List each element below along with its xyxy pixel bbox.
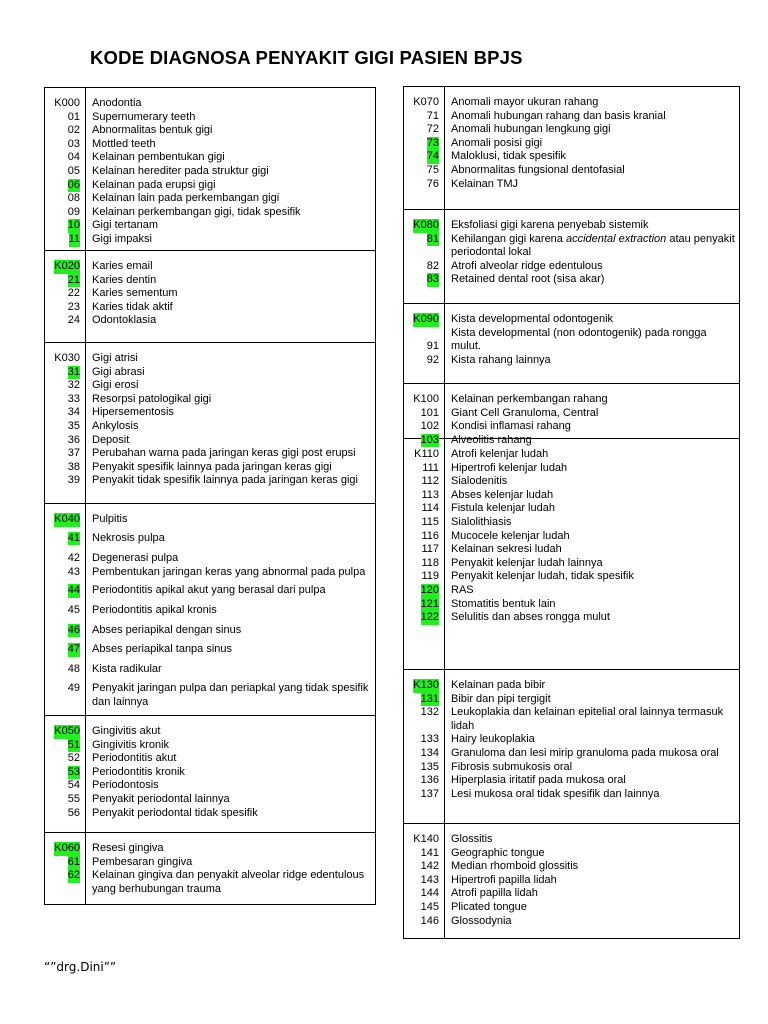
diagnosis-code: 02 xyxy=(67,124,80,137)
diagnosis-description: Odontoklasia xyxy=(92,314,157,327)
page-title: KODE DIAGNOSA PENYAKIT GIGI PASIEN BPJS xyxy=(90,47,523,68)
diagnosis-description: Pembesaran gingiva xyxy=(92,855,193,868)
diagnosis-description: Karies tidak aktif xyxy=(92,300,173,313)
diagnosis-code: 42 xyxy=(67,552,80,565)
diagnosis-code: 119 xyxy=(421,570,439,583)
diagnosis-description: Anodontia xyxy=(92,97,142,109)
author-footer: “”drg.Dini”” xyxy=(44,960,117,974)
diagnosis-description: Retained dental root (sisa akar) xyxy=(451,273,605,286)
diagnosis-description: Atrofi kelenjar ludah xyxy=(451,448,549,460)
diagnosis-description: Pembentukan jaringan keras yang abnormal pada pulpa xyxy=(92,565,366,578)
diagnosis-description: Gigi atrisi xyxy=(92,352,138,364)
diagnosis-code: 35 xyxy=(67,419,80,432)
diagnosis-code: 32 xyxy=(67,379,80,392)
diagnosis-code: 53 xyxy=(67,765,80,778)
diagnosis-row xyxy=(404,584,739,598)
diagnosis-code: 134 xyxy=(420,746,439,759)
diagnosis-description: Atrofi alveolar ridge edentulous xyxy=(451,259,603,272)
diagnosis-description: Degenerasi pulpa xyxy=(92,552,179,565)
diagnosis-code: 34 xyxy=(67,406,80,419)
diagnosis-row xyxy=(404,313,739,327)
diagnosis-row xyxy=(45,393,375,407)
diagnosis-code: 21 xyxy=(67,273,80,286)
diagnosis-row xyxy=(45,219,375,233)
diagnosis-row xyxy=(404,874,739,888)
diagnosis-code: 49 xyxy=(67,682,80,695)
diagnosis-group xyxy=(45,251,375,343)
diagnosis-row xyxy=(404,150,739,164)
diagnosis-code: 103 xyxy=(420,433,439,446)
diagnosis-description: Kelainan perkembangan rahang xyxy=(451,393,608,405)
diagnosis-row xyxy=(404,747,739,761)
diagnosis-row xyxy=(404,570,739,584)
diagnosis-row xyxy=(45,624,375,638)
diagnosis-row xyxy=(404,774,739,788)
diagnosis-description: Median rhomboid glossitis xyxy=(451,860,579,873)
diagnosis-code: 136 xyxy=(420,774,439,787)
diagnosis-description: Eksfoliasi gigi karena penyebab sistemik xyxy=(451,219,649,231)
diagnosis-row xyxy=(45,379,375,393)
diagnosis-description: Kondisi inflamasi rahang xyxy=(451,420,571,433)
diagnosis-row xyxy=(45,584,375,598)
diagnosis-description: Gigi tertanam xyxy=(92,219,159,232)
diagnosis-description: RAS xyxy=(451,583,474,596)
diagnosis-description: Kelainan TMJ xyxy=(451,177,519,190)
diagnosis-row xyxy=(45,366,375,380)
diagnosis-row xyxy=(404,516,739,530)
diagnosis-description: Karies email xyxy=(92,260,153,272)
diagnosis-description: Fistula kelenjar ludah xyxy=(451,502,555,515)
diagnosis-code: 112 xyxy=(421,475,439,488)
diagnosis-group xyxy=(45,88,375,251)
diagnosis-row xyxy=(45,766,375,780)
diagnosis-row xyxy=(45,97,375,111)
diagnosis-row xyxy=(404,887,739,901)
diagnosis-row xyxy=(45,604,375,618)
diagnosis-code: 114 xyxy=(421,502,439,515)
diagnosis-row xyxy=(404,110,739,124)
diagnosis-code: 48 xyxy=(67,662,80,675)
diagnosis-code: 43 xyxy=(67,565,80,578)
diagnosis-row xyxy=(404,489,739,503)
diagnosis-row xyxy=(45,287,375,301)
diagnosis-row xyxy=(45,752,375,766)
diagnosis-description: Penyakit tidak spesifik lainnya pada jaringan keras gigi xyxy=(92,474,358,487)
diagnosis-description: Geographic tongue xyxy=(451,846,545,859)
diagnosis-code: 36 xyxy=(67,433,80,446)
diagnosis-code: 62 xyxy=(67,869,80,882)
diagnosis-group xyxy=(45,504,375,716)
diagnosis-code: 113 xyxy=(421,488,439,501)
diagnosis-row xyxy=(404,178,739,192)
diagnosis-code: 52 xyxy=(67,752,80,765)
diagnosis-code: 135 xyxy=(420,760,439,773)
diagnosis-row xyxy=(404,327,739,354)
diagnosis-code: 11 xyxy=(68,232,80,245)
diagnosis-code: 133 xyxy=(420,733,439,746)
diagnosis-group xyxy=(404,439,739,670)
diagnosis-code: K030 xyxy=(54,352,80,364)
diagnosis-row xyxy=(404,847,739,861)
diagnosis-row xyxy=(404,164,739,178)
diagnosis-description: Gingivitis kronik xyxy=(92,738,170,751)
diagnosis-description: Lesi mukosa oral tidak spesifik dan lainnya xyxy=(451,787,660,800)
diagnosis-description: Kelainan herediter pada struktur gigi xyxy=(92,164,269,177)
diagnosis-row xyxy=(45,532,375,546)
diagnosis-row xyxy=(404,475,739,489)
diagnosis-code: K040 xyxy=(54,513,80,525)
diagnosis-description: Hairy leukoplakia xyxy=(451,733,535,746)
diagnosis-code: 102 xyxy=(420,420,439,433)
diagnosis-row xyxy=(45,842,375,856)
diagnosis-description: Abnormalitas bentuk gigi xyxy=(92,124,213,137)
diagnosis-row xyxy=(45,682,375,709)
diagnosis-row xyxy=(404,543,739,557)
diagnosis-code: 115 xyxy=(421,515,439,528)
diagnosis-code: 116 xyxy=(421,529,439,542)
diagnosis-row xyxy=(45,461,375,475)
diagnosis-description: Kista developmental odontogenik xyxy=(451,313,614,325)
diagnosis-code: 91 xyxy=(426,340,439,353)
diagnosis-row xyxy=(45,643,375,657)
diagnosis-code: 72 xyxy=(426,123,439,136)
diagnosis-code: 41 xyxy=(67,531,80,544)
diagnosis-row xyxy=(404,611,739,625)
diagnosis-description: Periodontitis akut xyxy=(92,752,177,765)
diagnosis-row xyxy=(45,206,375,220)
diagnosis-code: 10 xyxy=(67,219,80,232)
diagnosis-code: 76 xyxy=(426,177,439,190)
diagnosis-row xyxy=(45,233,375,247)
diagnosis-row xyxy=(45,447,375,461)
diagnosis-code: 47 xyxy=(67,643,80,656)
diagnosis-code: 55 xyxy=(67,792,80,805)
diagnosis-row xyxy=(404,901,739,915)
diagnosis-description: Giant Cell Granuloma, Central xyxy=(451,406,599,419)
diagnosis-code: 132 xyxy=(420,706,439,719)
diagnosis-row xyxy=(45,301,375,315)
diagnosis-description: Sialolithiasis xyxy=(451,515,512,528)
diagnosis-description: Kelainan lain pada perkembangan gigi xyxy=(92,192,280,205)
diagnosis-code: 144 xyxy=(420,887,439,900)
diagnosis-code: 06 xyxy=(67,178,80,191)
diagnosis-description: Abses periapikal tanpa sinus xyxy=(92,643,233,656)
diagnosis-code: 83 xyxy=(426,273,439,286)
diagnosis-code: 146 xyxy=(420,914,439,927)
diagnosis-description: Penyakit spesifik lainnya pada jaringan keras gigi xyxy=(92,460,332,473)
diagnosis-row xyxy=(45,807,375,821)
diagnosis-code: 75 xyxy=(426,163,439,176)
diagnosis-description: Gigi erosi xyxy=(92,379,139,392)
diagnosis-description: Penyakit jaringan pulpa dan periapkal yang tidak spesifik dan lainnya xyxy=(92,682,369,708)
diagnosis-row xyxy=(45,314,375,328)
diagnosis-code: 22 xyxy=(67,287,80,300)
diagnosis-code: 09 xyxy=(67,205,80,218)
diagnosis-row xyxy=(404,273,739,287)
diagnosis-description: Anomali posisi gigi xyxy=(451,136,543,149)
diagnosis-row xyxy=(404,233,739,260)
diagnosis-description: Kelainan gingiva dan penyakit alveolar ridge edentulous yang berhubungan trauma xyxy=(92,869,365,895)
diagnosis-row xyxy=(404,219,739,233)
diagnosis-row xyxy=(45,406,375,420)
diagnosis-code: 08 xyxy=(67,192,80,205)
diagnosis-row xyxy=(45,111,375,125)
diagnosis-row xyxy=(45,138,375,152)
diagnosis-description: Kelainan pada erupsi gigi xyxy=(92,178,216,191)
diagnosis-code: K130 xyxy=(413,679,439,691)
diagnosis-description: Perubahan warna pada jaringan keras gigi post erupsi xyxy=(92,447,356,460)
diagnosis-row xyxy=(45,420,375,434)
diagnosis-code: 23 xyxy=(67,300,80,313)
diagnosis-description: Periodontitis kronik xyxy=(92,765,185,778)
diagnosis-description: Hipersementosis xyxy=(92,406,174,419)
diagnosis-row xyxy=(404,137,739,151)
diagnosis-row xyxy=(404,393,739,407)
diagnosis-code: K110 xyxy=(414,448,439,460)
diagnosis-description: Glossitis xyxy=(451,833,493,845)
diagnosis-row xyxy=(404,860,739,874)
diagnosis-description: Periodontosis xyxy=(92,779,159,792)
diagnosis-description: Atrofi papilla lidah xyxy=(451,887,538,900)
diagnosis-description: Penyakit periodontal tidak spesifik xyxy=(92,806,258,819)
diagnosis-code: 61 xyxy=(67,855,80,868)
diagnosis-description: Gigi abrasi xyxy=(92,365,145,378)
diagnosis-row xyxy=(45,552,375,566)
diagnosis-description: Leukoplakia dan kelainan epitelial oral lainnya termasuk lidah xyxy=(451,706,724,732)
diagnosis-row xyxy=(404,260,739,274)
diagnosis-row xyxy=(404,96,739,110)
diagnosis-description: Abses periapikal dengan sinus xyxy=(92,623,242,636)
diagnosis-description: Stomatitis bentuk lain xyxy=(451,597,556,610)
diagnosis-description: Resorpsi patologikal gigi xyxy=(92,392,212,405)
diagnosis-code: K020 xyxy=(54,260,80,272)
diagnosis-code: 03 xyxy=(67,137,80,150)
diagnosis-description: Kista developmental (non odontogenik) pada rongga mulut. xyxy=(451,326,707,353)
diagnosis-row xyxy=(404,530,739,544)
diagnosis-row xyxy=(404,679,739,693)
diagnosis-row xyxy=(404,761,739,775)
diagnosis-code: K090 xyxy=(413,313,439,325)
diagnosis-description: Anomali mayor ukuran rahang xyxy=(451,96,599,108)
diagnosis-row xyxy=(404,420,739,434)
diagnosis-description: Abses kelenjar ludah xyxy=(451,488,554,501)
diagnosis-code: K140 xyxy=(413,833,439,845)
diagnosis-description: Mucocele kelenjar ludah xyxy=(451,529,570,542)
diagnosis-description: Resesi gingiva xyxy=(92,842,164,854)
diagnosis-description: Kehilangan gigi karena accidental extraction atau penyakit periodontal lokal xyxy=(451,232,735,259)
diagnosis-code: 04 xyxy=(67,151,80,164)
diagnosis-row xyxy=(404,598,739,612)
diagnosis-row xyxy=(45,793,375,807)
diagnosis-code: 45 xyxy=(67,603,80,616)
diagnosis-description: Penyakit kelenjar ludah lainnya xyxy=(451,556,603,569)
diagnosis-group xyxy=(404,210,739,304)
diagnosis-description: Supernumerary teeth xyxy=(92,110,196,123)
diagnosis-description: Alveolitis rahang xyxy=(451,433,532,446)
diagnosis-description: Hipertrofi kelenjar ludah xyxy=(451,461,568,474)
diagnosis-description: Karies sementum xyxy=(92,287,178,300)
diagnosis-code: K050 xyxy=(54,725,80,737)
diagnosis-row xyxy=(404,915,739,929)
diagnosis-code: 121 xyxy=(420,597,439,610)
diagnosis-code: 120 xyxy=(420,583,439,596)
diagnosis-code: 01 xyxy=(67,110,80,123)
diagnosis-description: Kelainan pada bibir xyxy=(451,679,546,691)
diagnosis-row xyxy=(45,566,375,580)
diagnosis-row xyxy=(404,833,739,847)
diagnosis-row xyxy=(45,165,375,179)
diagnosis-row xyxy=(45,260,375,274)
diagnosis-description: Anomali hubungan lengkung gigi xyxy=(451,123,611,136)
diagnosis-code: 37 xyxy=(67,447,80,460)
diagnosis-description: Plicated tongue xyxy=(451,900,527,913)
diagnosis-row xyxy=(45,434,375,448)
diagnosis-description: Mottled teeth xyxy=(92,137,156,150)
diagnosis-description: Granuloma dan lesi mirip granuloma pada mukosa oral xyxy=(451,746,719,759)
diagnosis-code: 33 xyxy=(67,392,80,405)
diagnosis-code: K100 xyxy=(413,393,439,405)
diagnosis-code: 38 xyxy=(67,460,80,473)
right-code-table xyxy=(403,86,740,939)
diagnosis-code: 92 xyxy=(426,353,439,366)
diagnosis-description: Fibrosis submukosis oral xyxy=(451,760,573,773)
diagnosis-row xyxy=(404,407,739,421)
diagnosis-description: Nekrosis pulpa xyxy=(92,531,165,544)
diagnosis-description: Gigi impaksi xyxy=(92,232,152,245)
diagnosis-code: 82 xyxy=(426,259,439,272)
diagnosis-row xyxy=(404,693,739,707)
diagnosis-row xyxy=(45,274,375,288)
diagnosis-row xyxy=(45,124,375,138)
diagnosis-code: 131 xyxy=(420,692,439,705)
diagnosis-group xyxy=(45,343,375,504)
diagnosis-row xyxy=(404,788,739,802)
diagnosis-description: Bibir dan pipi tergigit xyxy=(451,692,551,705)
diagnosis-description: Selulitis dan abses rongga mulut xyxy=(451,611,610,624)
diagnosis-code: 39 xyxy=(67,474,80,487)
diagnosis-code: K060 xyxy=(54,842,80,854)
diagnosis-code: 118 xyxy=(421,556,439,569)
diagnosis-code: 46 xyxy=(67,623,80,636)
diagnosis-code: 111 xyxy=(422,461,439,474)
diagnosis-group xyxy=(404,384,739,446)
diagnosis-row xyxy=(45,151,375,165)
diagnosis-group xyxy=(45,716,375,833)
diagnosis-description: Kelainan sekresi ludah xyxy=(451,543,562,556)
diagnosis-code: 142 xyxy=(420,860,439,873)
diagnosis-description: Kista rahang lainnya xyxy=(451,353,551,366)
diagnosis-description: Kelainan perkembangan gigi, tidak spesifik xyxy=(92,205,301,218)
diagnosis-description: Penyakit periodontal lainnya xyxy=(92,792,230,805)
diagnosis-code: 54 xyxy=(67,779,80,792)
diagnosis-row xyxy=(45,179,375,193)
diagnosis-description: Abnormalitas fungsional dentofasial xyxy=(451,163,625,176)
diagnosis-row xyxy=(45,513,375,527)
diagnosis-description: Kelainan pembentukan gigi xyxy=(92,151,225,164)
diagnosis-code: K000 xyxy=(54,97,80,109)
diagnosis-row xyxy=(404,557,739,571)
diagnosis-group xyxy=(404,670,739,824)
diagnosis-code: 44 xyxy=(67,584,80,597)
diagnosis-description: Anomali hubungan rahang dan basis kranial xyxy=(451,109,666,122)
diagnosis-row xyxy=(45,474,375,488)
diagnosis-code: 117 xyxy=(421,543,439,556)
diagnosis-row xyxy=(45,352,375,366)
diagnosis-code: 73 xyxy=(426,136,439,149)
diagnosis-code: 74 xyxy=(426,150,439,163)
diagnosis-description: Ankylosis xyxy=(92,419,139,432)
diagnosis-description: Sialodenitis xyxy=(451,475,508,488)
diagnosis-code: 56 xyxy=(67,806,80,819)
diagnosis-code: 141 xyxy=(420,846,439,859)
diagnosis-row xyxy=(45,663,375,677)
diagnosis-description: Pulpitis xyxy=(92,513,128,525)
left-code-table xyxy=(44,87,376,905)
diagnosis-group xyxy=(404,87,739,210)
diagnosis-code: 122 xyxy=(420,611,439,624)
diagnosis-description: Periodontitis apikal kronis xyxy=(92,603,217,616)
diagnosis-description: Periodontitis apikal akut yang berasal dari pulpa xyxy=(92,584,326,597)
diagnosis-row xyxy=(404,733,739,747)
diagnosis-group xyxy=(404,824,739,939)
diagnosis-row xyxy=(404,448,739,462)
diagnosis-group xyxy=(404,304,739,384)
diagnosis-row xyxy=(404,502,739,516)
diagnosis-code: K070 xyxy=(413,96,439,108)
diagnosis-row xyxy=(404,354,739,368)
diagnosis-code: 31 xyxy=(67,365,80,378)
diagnosis-group xyxy=(45,833,375,905)
diagnosis-code: 71 xyxy=(426,109,439,122)
diagnosis-description: Karies dentin xyxy=(92,273,157,286)
diagnosis-code: 24 xyxy=(67,314,80,327)
diagnosis-code: 101 xyxy=(420,406,439,419)
diagnosis-code: 145 xyxy=(420,900,439,913)
diagnosis-code: 137 xyxy=(420,787,439,800)
diagnosis-description: Penyakit kelenjar ludah, tidak spesifik xyxy=(451,570,634,583)
diagnosis-description: Gingivitis akut xyxy=(92,725,161,737)
diagnosis-row xyxy=(404,123,739,137)
diagnosis-row xyxy=(45,869,375,896)
diagnosis-row xyxy=(45,779,375,793)
diagnosis-row xyxy=(404,706,739,733)
diagnosis-row xyxy=(404,462,739,476)
diagnosis-description: Hipertrofi papilla lidah xyxy=(451,873,557,886)
diagnosis-description: Deposit xyxy=(92,433,130,446)
diagnosis-row xyxy=(45,739,375,753)
diagnosis-description: Kista radikular xyxy=(92,662,162,675)
diagnosis-code: 51 xyxy=(67,738,80,751)
diagnosis-code: 143 xyxy=(420,873,439,886)
diagnosis-code: 05 xyxy=(67,164,80,177)
diagnosis-code: K080 xyxy=(413,219,439,231)
diagnosis-row xyxy=(45,725,375,739)
diagnosis-description: Glossodynia xyxy=(451,914,512,927)
diagnosis-description: Hiperplasia iritatif pada mukosa oral xyxy=(451,774,626,787)
diagnosis-description: Maloklusi, tidak spesifik xyxy=(451,150,566,163)
diagnosis-code: 81 xyxy=(426,232,439,245)
diagnosis-row xyxy=(45,192,375,206)
diagnosis-row xyxy=(45,856,375,870)
